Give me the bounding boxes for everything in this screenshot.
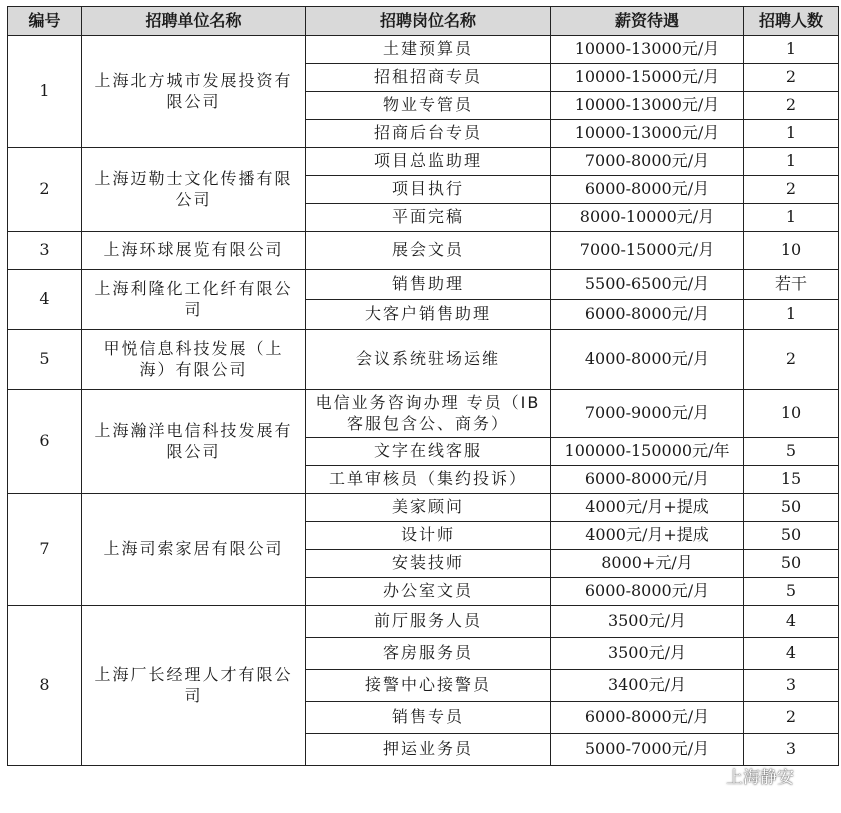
position-title: 土建预算员 bbox=[306, 36, 551, 64]
salary: 6000-8000元/月 bbox=[551, 702, 744, 734]
salary: 6000-8000元/月 bbox=[551, 176, 744, 204]
salary: 3500元/月 bbox=[551, 606, 744, 638]
salary: 4000元/月+提成 bbox=[551, 494, 744, 522]
position-title: 接警中心接警员 bbox=[306, 670, 551, 702]
position-title: 客房服务员 bbox=[306, 638, 551, 670]
headcount: 1 bbox=[744, 120, 839, 148]
position-title: 项目总监助理 bbox=[306, 148, 551, 176]
headcount: 10 bbox=[744, 232, 839, 270]
company-name: 上海迈勒士文化传播有限公司 bbox=[82, 148, 306, 232]
position-title: 前厅服务人员 bbox=[306, 606, 551, 638]
table-row bbox=[8, 606, 839, 638]
position-title: 设计师 bbox=[306, 522, 551, 550]
header-company: 招聘单位名称 bbox=[82, 7, 306, 36]
salary: 5500-6500元/月 bbox=[551, 270, 744, 300]
headcount: 1 bbox=[744, 36, 839, 64]
salary: 10000-13000元/月 bbox=[551, 92, 744, 120]
headcount: 5 bbox=[744, 578, 839, 606]
table-row bbox=[8, 36, 839, 64]
headcount: 3 bbox=[744, 670, 839, 702]
headcount: 50 bbox=[744, 494, 839, 522]
table-row bbox=[8, 232, 839, 270]
row-number: 4 bbox=[8, 270, 82, 330]
header-row bbox=[8, 7, 839, 36]
headcount: 3 bbox=[744, 734, 839, 766]
position-title: 平面完稿 bbox=[306, 204, 551, 232]
position-title: 押运业务员 bbox=[306, 734, 551, 766]
position-title: 安装技师 bbox=[306, 550, 551, 578]
company-name: 上海厂长经理人才有限公司 bbox=[82, 606, 306, 766]
company-name: 上海环球展览有限公司 bbox=[82, 232, 306, 270]
salary: 5000-7000元/月 bbox=[551, 734, 744, 766]
position-title: 文字在线客服 bbox=[306, 438, 551, 466]
company-name: 上海司索家居有限公司 bbox=[82, 494, 306, 606]
headcount: 2 bbox=[744, 702, 839, 734]
position-title: 办公室文员 bbox=[306, 578, 551, 606]
position-title: 招商后台专员 bbox=[306, 120, 551, 148]
headcount: 50 bbox=[744, 550, 839, 578]
salary: 3400元/月 bbox=[551, 670, 744, 702]
headcount: 2 bbox=[744, 64, 839, 92]
position-title: 展会文员 bbox=[306, 232, 551, 270]
headcount: 2 bbox=[744, 92, 839, 120]
headcount: 1 bbox=[744, 300, 839, 330]
row-number: 8 bbox=[8, 606, 82, 766]
table-row bbox=[8, 330, 839, 390]
headcount: 若干 bbox=[744, 270, 839, 300]
position-title: 美家顾问 bbox=[306, 494, 551, 522]
headcount: 5 bbox=[744, 438, 839, 466]
salary: 8000+元/月 bbox=[551, 550, 744, 578]
table-row bbox=[8, 390, 839, 438]
headcount: 2 bbox=[744, 330, 839, 390]
headcount: 10 bbox=[744, 390, 839, 438]
watermark bbox=[694, 763, 794, 788]
header-no: 编号 bbox=[8, 7, 82, 36]
row-number: 3 bbox=[8, 232, 82, 270]
position-title: 大客户销售助理 bbox=[306, 300, 551, 330]
table-row bbox=[8, 270, 839, 300]
position-title: 销售助理 bbox=[306, 270, 551, 300]
watermark-text: 上海静安 bbox=[726, 768, 794, 788]
salary: 6000-8000元/月 bbox=[551, 578, 744, 606]
header-count: 招聘人数 bbox=[744, 7, 839, 36]
table-body bbox=[8, 36, 839, 766]
position-title: 工单审核员（集约投诉） bbox=[306, 466, 551, 494]
company-name: 上海瀚洋电信科技发展有限公司 bbox=[82, 390, 306, 494]
row-number: 5 bbox=[8, 330, 82, 390]
salary: 100000-150000元/年 bbox=[551, 438, 744, 466]
position-title: 招租招商专员 bbox=[306, 64, 551, 92]
salary: 4000元/月+提成 bbox=[551, 522, 744, 550]
headcount: 1 bbox=[744, 204, 839, 232]
position-title: 物业专管员 bbox=[306, 92, 551, 120]
headcount: 4 bbox=[744, 638, 839, 670]
headcount: 1 bbox=[744, 148, 839, 176]
headcount: 50 bbox=[744, 522, 839, 550]
header-position: 招聘岗位名称 bbox=[306, 7, 551, 36]
company-name: 甲悦信息科技发展（上海）有限公司 bbox=[82, 330, 306, 390]
table-row bbox=[8, 494, 839, 522]
headcount: 4 bbox=[744, 606, 839, 638]
wechat-bubble-icon bbox=[694, 765, 720, 787]
headcount: 15 bbox=[744, 466, 839, 494]
salary: 8000-10000元/月 bbox=[551, 204, 744, 232]
table-row bbox=[8, 148, 839, 176]
row-number: 2 bbox=[8, 148, 82, 232]
salary: 10000-13000元/月 bbox=[551, 120, 744, 148]
row-number: 6 bbox=[8, 390, 82, 494]
salary: 7000-8000元/月 bbox=[551, 148, 744, 176]
salary: 10000-13000元/月 bbox=[551, 36, 744, 64]
recruitment-table bbox=[7, 6, 839, 766]
headcount: 2 bbox=[744, 176, 839, 204]
salary: 4000-8000元/月 bbox=[551, 330, 744, 390]
salary: 7000-15000元/月 bbox=[551, 232, 744, 270]
company-name: 上海北方城市发展投资有限公司 bbox=[82, 36, 306, 148]
salary: 3500元/月 bbox=[551, 638, 744, 670]
row-number: 1 bbox=[8, 36, 82, 148]
salary: 7000-9000元/月 bbox=[551, 390, 744, 438]
salary: 6000-8000元/月 bbox=[551, 466, 744, 494]
row-number: 7 bbox=[8, 494, 82, 606]
header-salary: 薪资待遇 bbox=[551, 7, 744, 36]
position-title: 会议系统驻场运维 bbox=[306, 330, 551, 390]
salary: 10000-15000元/月 bbox=[551, 64, 744, 92]
company-name: 上海利隆化工化纤有限公司 bbox=[82, 270, 306, 330]
salary: 6000-8000元/月 bbox=[551, 300, 744, 330]
position-title: 电信业务咨询办理 专员（IB客服包含公、商务） bbox=[306, 390, 551, 438]
position-title: 销售专员 bbox=[306, 702, 551, 734]
position-title: 项目执行 bbox=[306, 176, 551, 204]
